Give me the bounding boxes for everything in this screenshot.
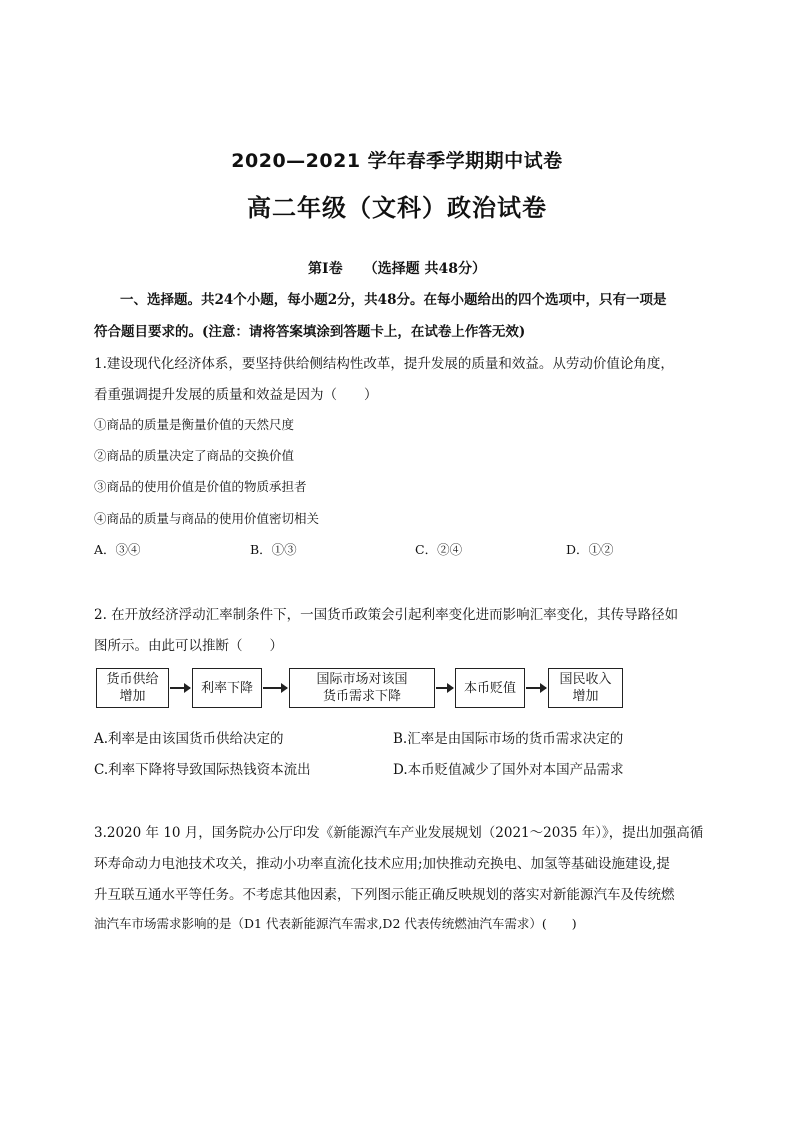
flow-box-national-income — [548, 668, 623, 708]
instructions-line-2: 符合题目要求的。(注意：请将答案填涂到答题卡上，在试卷上作答无效) — [94, 324, 526, 340]
q2-stem-line-1: 2. 在开放经济浮动汇率制条件下，一国货币政策会引起利率变化进而影响汇率变化，其传导路径如 — [94, 607, 679, 623]
flow-arrow — [436, 687, 453, 689]
q1-option-a: A．③④ — [94, 542, 141, 557]
q1-stem-line-1: 1.建设现代化经济体系，要坚持供给侧结构性改革，提升发展的质量和效益。从劳动价值论角度， — [94, 356, 674, 372]
section-title: 第Ⅰ卷 （选择题 共48分） — [308, 261, 486, 277]
flow-box-currency-demand — [289, 668, 435, 708]
q2-stem-line-2: 图所示。由此可以推断（ ） — [94, 638, 283, 654]
flow-box-text: 国际市场对该国 — [316, 672, 408, 687]
flow-box-interest-rate — [192, 668, 262, 708]
q3-stem-line-2: 环寿命动力电池技术攻关，推动小功率直流化技术应用;加快推动充换电、加氢等基础设施建设,提 — [94, 856, 670, 872]
q1-statement: ①商品的质量是衡量价值的天然尺度 — [94, 417, 295, 432]
flow-box-text: 国民收入 — [559, 672, 612, 687]
q3-stem-line-3: 升互联互通水平等任务。不考虑其他因素，下列图示能正确反映规划的落实对新能源汽车及传统燃 — [94, 887, 675, 903]
flow-box-text: 增加 — [572, 689, 599, 704]
flow-box-money-supply — [96, 668, 169, 708]
flow-box-text: 货币供给 — [106, 672, 159, 687]
q2-option-d: D.本币贬值减少了国外对本国产品需求 — [393, 762, 624, 778]
q1-stem-line-2: 看重强调提升发展的质量和效益是因为（ ） — [94, 387, 378, 403]
exam-subtitle: 高二年级（文科）政治试卷 — [247, 194, 547, 222]
q1-statement: ③商品的使用价值是价值的物质承担者 — [94, 479, 307, 494]
flow-box-text: 本币贬值 — [463, 680, 516, 696]
flow-box-text: 增加 — [119, 689, 146, 704]
q1-option-d: D．①② — [566, 542, 614, 557]
instructions-line-1: 一、选择题。共24个小题，每小题2分，共48分。在每小题给出的四个选项中，只有一项是 — [120, 292, 667, 308]
q1-option-c: C．②④ — [415, 542, 463, 557]
q2-option-c: C.利率下降将导致国际热钱资本流出 — [94, 762, 311, 778]
q2-option-b: B.汇率是由国际市场的货币需求决定的 — [393, 731, 624, 747]
q3-stem-line-1: 3.2020 年 10 月，国务院办公厅印发《新能源汽车产业发展规划（2021～2035 年）》，提出加强高循 — [94, 825, 704, 841]
q1-statement: ②商品的质量决定了商品的交换价值 — [94, 448, 295, 463]
q2-option-a: A.利率是由该国货币供给决定的 — [94, 731, 284, 747]
flow-arrow — [170, 687, 190, 689]
flow-box-depreciation — [455, 668, 525, 708]
q1-option-b: B．①③ — [250, 542, 297, 557]
flow-arrow — [526, 687, 546, 689]
transmission-flowchart — [96, 668, 626, 710]
q3-stem-line-4: 油汽车市场需求影响的是（D1 代表新能源汽车需求,D2 代表传统燃油汽车需求）( ) — [94, 916, 577, 931]
flow-arrow — [263, 687, 287, 689]
flow-box-text: 利率下降 — [200, 680, 253, 696]
q1-statement: ④商品的质量与商品的使用价值密切相关 — [94, 511, 320, 526]
flow-box-text: 货币需求下降 — [322, 689, 401, 704]
exam-title: 2020—2021 学年春季学期期中试卷 — [231, 150, 563, 172]
